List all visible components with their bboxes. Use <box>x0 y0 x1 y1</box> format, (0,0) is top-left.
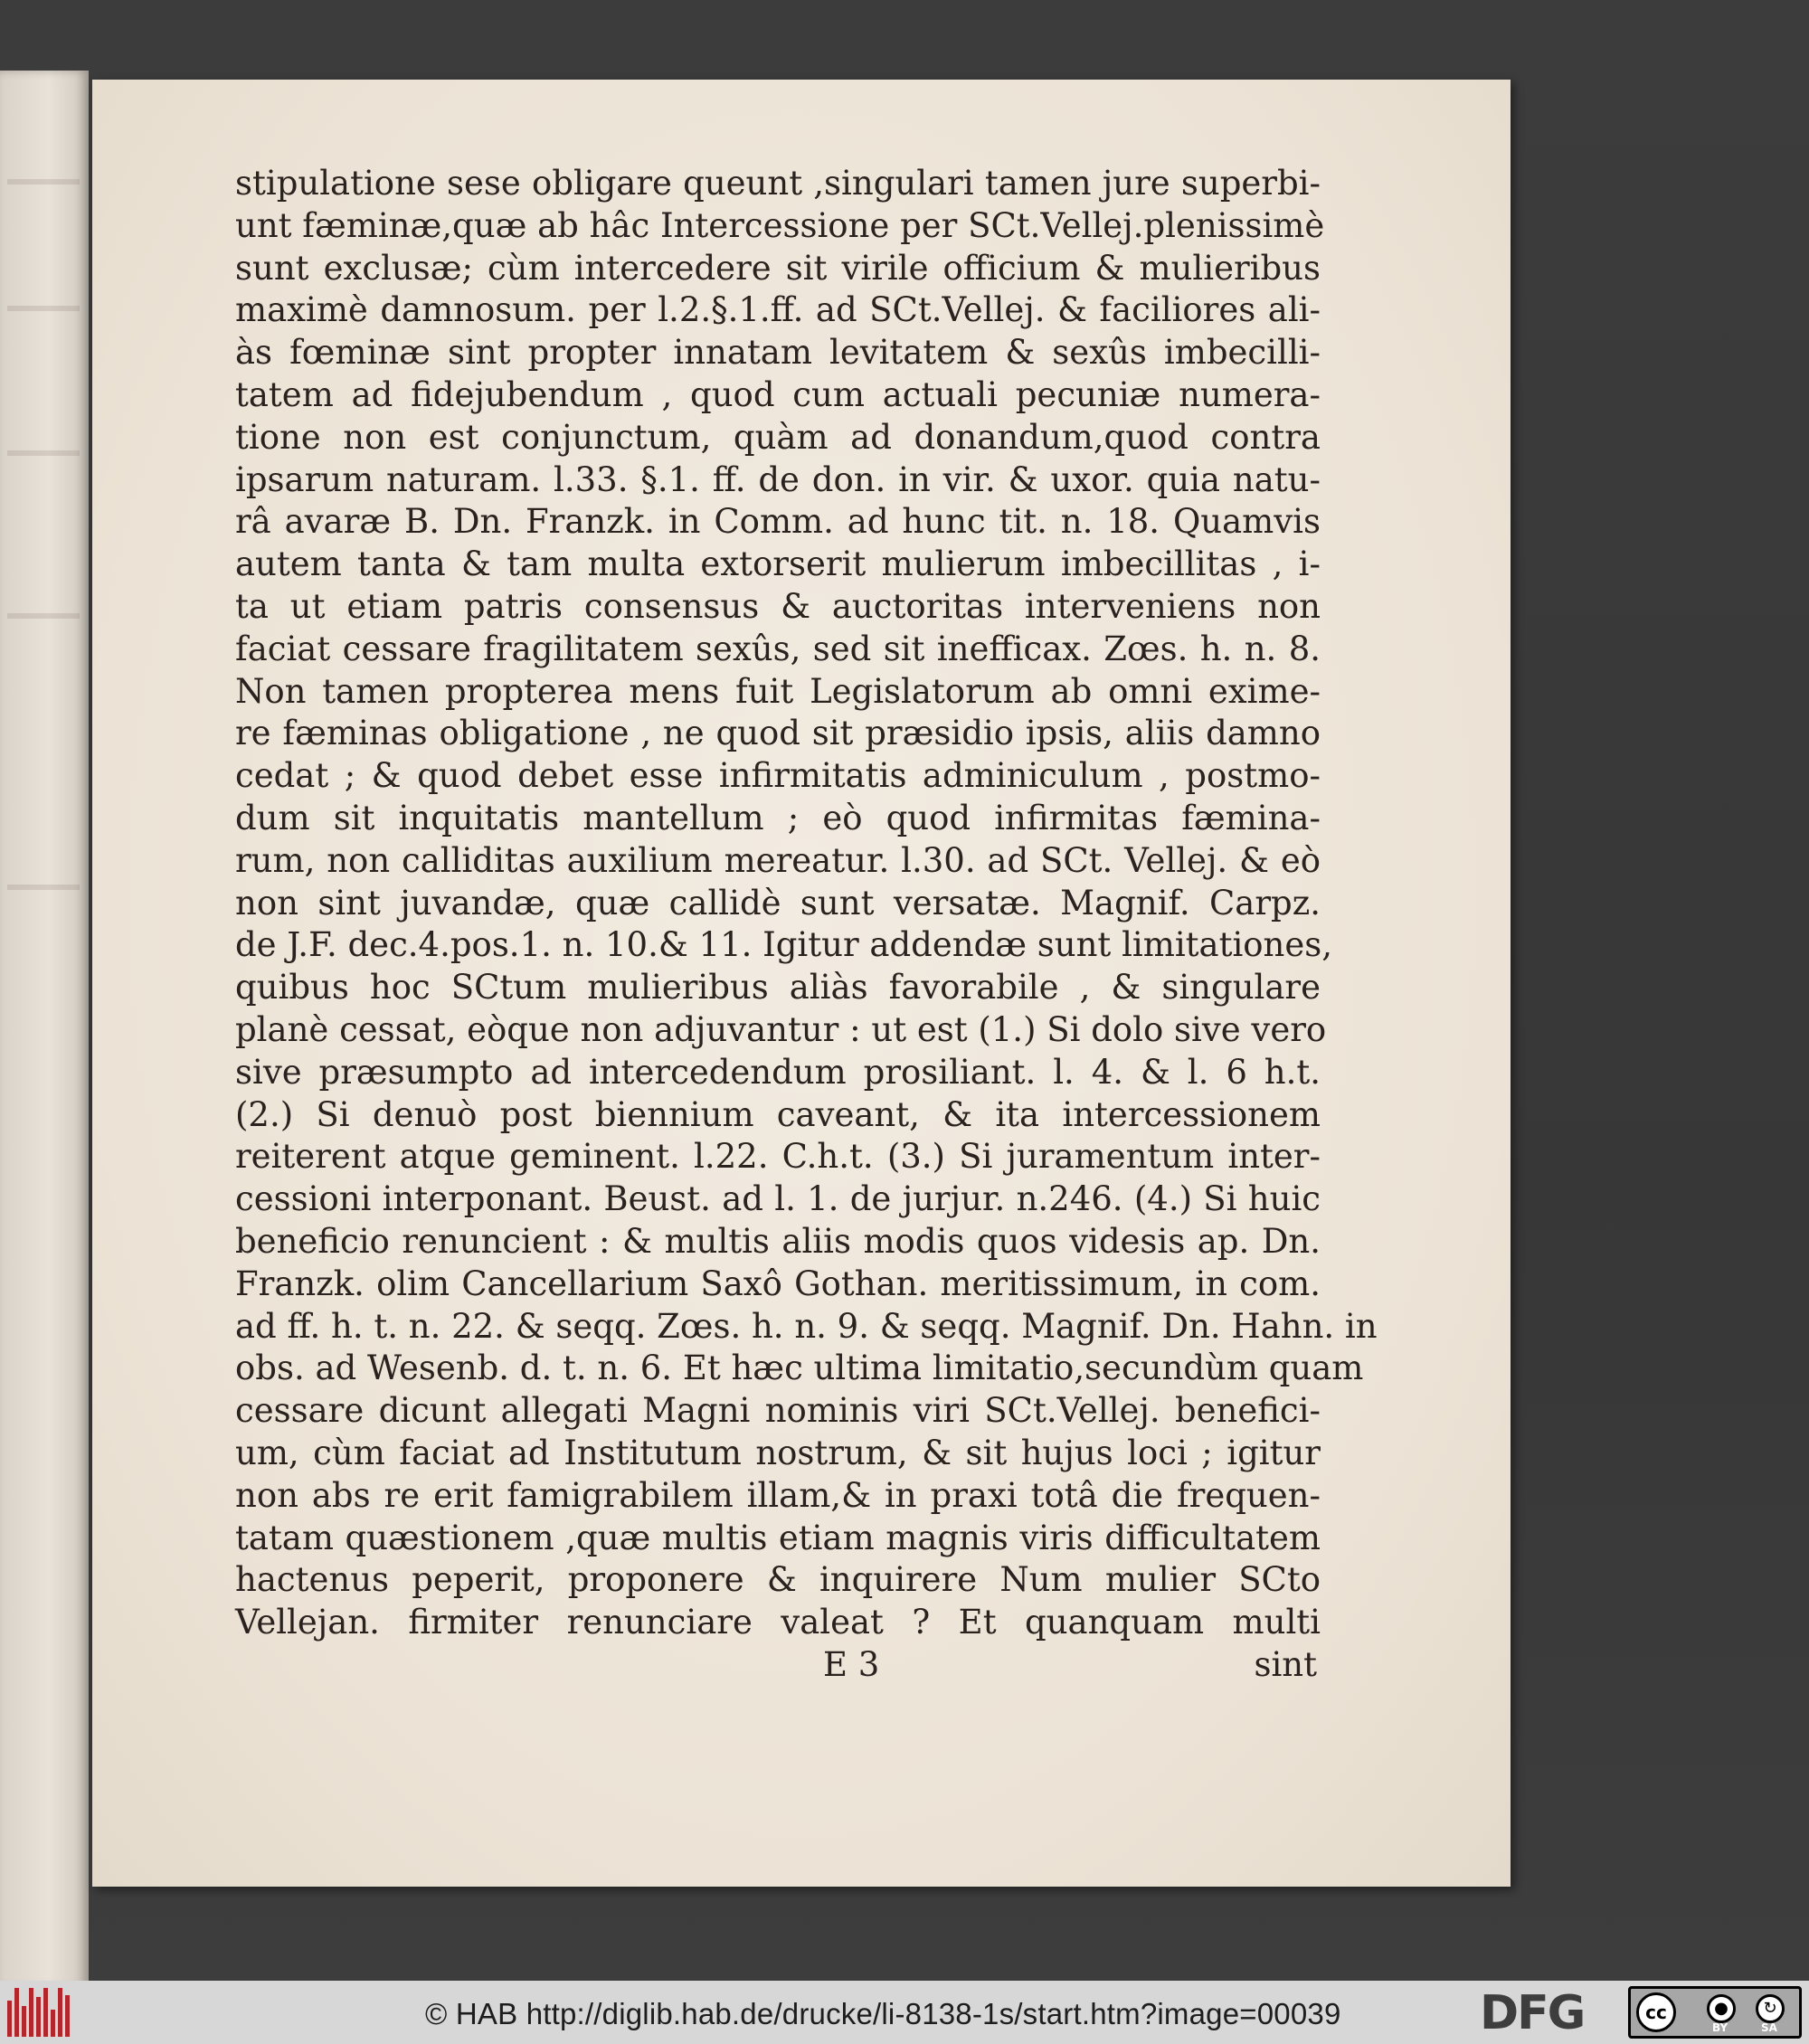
text-line: autem tanta & tam multa extorserit mulierum imbecillitas , i- <box>235 544 1321 584</box>
share-alike-icon: ↻ <box>1756 1994 1785 2023</box>
text-line: non sint juvandæ, quæ callidè sunt versatæ. Magnif. Carpz. <box>235 883 1321 923</box>
text-line: (2.) Si denuò post biennium caveant, & ita intercessionem <box>235 1094 1321 1134</box>
text-line: faciat cessare fragilitatem sexûs, sed sit inefficax. Zœs. h. n. 8. <box>235 629 1321 668</box>
text-line: stipulatione sese obligare queunt ,singulari tamen jure superbi- <box>235 164 1321 203</box>
viewer-footer <box>0 1981 1809 2044</box>
text-line: maximè damnosum. per l.2.§.1.ff. ad SCt.Vellej. & faciliores ali- <box>235 290 1321 330</box>
cc-license-badge[interactable] <box>1628 1986 1802 2039</box>
sa-label: SA <box>1761 2021 1777 2034</box>
text-line: quibus hoc SCtum mulieribus aliàs favorabile , & singulare <box>235 968 1321 1008</box>
by-label: BY <box>1712 2021 1728 2034</box>
text-line: de J.F. dec.4.pos.1. n. 10.& 11. Igitur addendæ sunt limitationes, <box>235 925 1333 965</box>
text-line: cessare dicunt allegati Magni nominis viri SCt.Vellej. benefici- <box>235 1391 1321 1431</box>
text-line: reiterent atque geminent. l.22. C.h.t. (3.) Si juramentum inter- <box>235 1137 1321 1177</box>
hab-logo-icon <box>7 1988 74 2037</box>
left-page-edge <box>0 71 89 1988</box>
book-page <box>92 80 1511 1887</box>
text-line: ad ff. h. t. n. 22. & seqq. Zœs. h. n. 9. & seqq. Magnif. Dn. Hahn. in <box>235 1306 1378 1346</box>
text-line: cedat ; & quod debet esse infirmitatis adminiculum , postmo- <box>235 756 1321 796</box>
text-line: ipsarum naturam. l.33. §.1. ff. de don. in vir. & uxor. quia natu- <box>235 459 1321 499</box>
text-line: ta ut etiam patris consensus & auctoritas interveniens non <box>235 586 1321 626</box>
bleed-through-mark <box>7 306 80 311</box>
text-line: sive præsumpto ad intercedendum prosiliant. l. 4. & l. 6 h.t. <box>235 1052 1321 1092</box>
catchword: sint <box>1254 1644 1317 1684</box>
copyright-url-text[interactable]: © HAB http://diglib.hab.de/drucke/li-8138-1s/start.htm?image=00039 <box>425 1997 1341 2030</box>
text-line: planè cessat, eòque non adjuvantur : ut est (1.) Si dolo sive vero <box>235 1009 1327 1049</box>
text-line: tatem ad fidejubendum , quod cum actuali pecuniæ numera- <box>235 374 1321 414</box>
bleed-through-mark <box>7 450 80 456</box>
text-line: obs. ad Wesenb. d. t. n. 6. Et hæc ultima limitatio,secundùm quam <box>235 1348 1364 1388</box>
text-line: re fæminas obligatione , ne quod sit præsidio ipsis, aliis damno <box>235 714 1321 753</box>
text-line: sunt exclusæ; cùm intercedere sit virile officium & mulieribus <box>235 248 1321 288</box>
text-line: unt fæminæ,quæ ab hâc Intercessione per SCt.Vellej.plenissimè <box>235 205 1325 245</box>
text-line: râ avaræ B. Dn. Franzk. in Comm. ad hunc tit. n. 18. Quamvis <box>235 502 1321 542</box>
signature-mark: E 3 <box>823 1644 880 1684</box>
text-line: tione non est conjunctum, quàm ad donandum,quod contra <box>235 417 1321 457</box>
text-line: hactenus peperit, proponere & inquirere Num mulier SCto <box>235 1560 1321 1600</box>
text-line: beneficio renuncient : & multis aliis modis quos videsis ap. Dn. <box>235 1221 1321 1261</box>
text-line: às fœminæ sint propter innatam levitatem & sexûs imbecilli- <box>235 333 1321 373</box>
text-line: um, cùm faciat ad Institutum nostrum, & sit hujus loci ; igitur <box>235 1433 1321 1472</box>
text-line: Vellejan. firmiter renunciare valeat ? Et quanquam multi <box>235 1603 1321 1642</box>
bleed-through-mark <box>7 613 80 619</box>
dfg-logo: DFG <box>1480 1986 1585 2040</box>
bleed-through-mark <box>7 179 80 185</box>
page-footer-line <box>235 1644 1321 1687</box>
attribution-icon: ● <box>1707 1994 1736 2023</box>
text-line: rum, non calliditas auxilium mereatur. l.30. ad SCt. Vellej. & eò <box>235 840 1321 880</box>
page-text <box>235 163 1378 1687</box>
text-line: Non tamen propterea mens fuit Legislatorum ab omni exime- <box>235 671 1321 711</box>
cc-icon: cc <box>1636 1992 1676 2032</box>
text-line: dum sit inquitatis mantellum ; eò quod infirmitas fæmina- <box>235 798 1321 837</box>
text-line: tatam quæstionem ,quæ multis etiam magnis viris difficultatem <box>235 1518 1321 1557</box>
text-line: cessioni interponant. Beust. ad l. 1. de jurjur. n.246. (4.) Si huic <box>235 1179 1321 1219</box>
bleed-through-mark <box>7 885 80 890</box>
text-line: Franzk. olim Cancellarium Saxô Gothan. meritissimum, in com. <box>235 1263 1321 1303</box>
text-line: non abs re erit famigrabilem illam,& in praxi totâ die frequen- <box>235 1475 1321 1515</box>
